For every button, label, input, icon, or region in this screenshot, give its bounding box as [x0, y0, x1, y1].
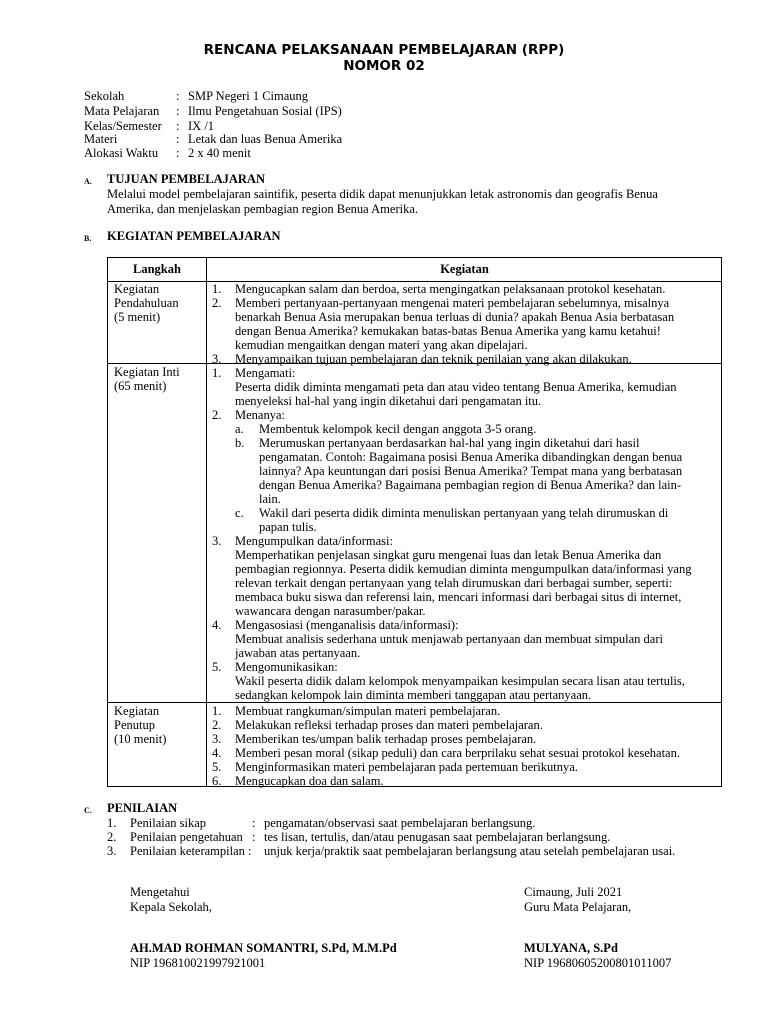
list-number: 5. — [212, 660, 222, 674]
list-number: 3. — [212, 352, 222, 366]
activity-line: pengamatan. Contoh: Bagaimana posisi Benua Amerika dibandingkan dengan benua — [259, 450, 683, 464]
activity-line: Membuat analisis sederhana untuk menjawab pertanyaan dan membuat simpulan dari — [235, 632, 663, 646]
list-number: 2. — [212, 718, 222, 732]
identity-separator: : — [176, 89, 180, 103]
activity-line: Membuat rangkuman/simpulan materi pembelajaran. — [235, 704, 501, 718]
identity-separator: : — [176, 104, 180, 118]
section-b-title: KEGIATAN PEMBELAJARAN — [107, 229, 281, 243]
activity-line: Memberikan tes/umpan balik terhadap proses pembelajaran. — [235, 732, 537, 746]
assessment-value: unjuk kerja/praktik saat pembelajaran berlangsung atau setelah pembelajaran usai. — [264, 844, 676, 858]
section-a-title: TUJUAN PEMBELAJARAN — [107, 172, 265, 186]
activity-line: pembagian regionnya. Peserta didik kemudian diminta mengumpulkan data/informasi yang — [235, 562, 692, 576]
table-row-divider — [108, 702, 721, 703]
activity-line: sedangkan kelompok lain diminta memberi tanggapan atau pertanyaan. — [235, 688, 592, 702]
objective-line: Amerika, dan menjelaskan pembagian region Benua Amerika. — [107, 202, 419, 216]
table-header-activity: Kegiatan — [440, 262, 489, 276]
activity-line: wawancara dengan narasumber/pakar. — [235, 604, 426, 618]
activity-line: dengan Benua Amerika? kemukakan batas-batas Benua Amerika yang kamu ketahui! — [235, 324, 661, 338]
list-number: 1. — [212, 282, 222, 296]
section-c-title: PENILAIAN — [107, 801, 178, 815]
activity-line: membaca buku siswa dan referensi lain, mencari informasi dari berbagai situs di internet, — [235, 590, 682, 604]
assessment-value: pengamatan/observasi saat pembelajaran berlangsung. — [264, 816, 536, 830]
activity-line: menyeleksi hal-hal yang ingin diketahui dari pengamatan itu. — [235, 394, 542, 408]
activity-line: Menanya: — [235, 408, 285, 422]
list-number: 4. — [212, 618, 222, 632]
activity-line: Melakukan refleksi terhadap proses dan materi pembelajaran. — [235, 718, 543, 732]
assessment-separator: : — [252, 830, 256, 844]
activity-line: Menyampaikan tujuan pembelajaran dan teknik penilaian yang akan dilakukan. — [235, 352, 632, 366]
identity-label: Materi — [84, 132, 118, 146]
activity-line: Mengasosiasi (menganalisis data/informasi): — [235, 618, 459, 632]
identity-label: Alokasi Waktu — [84, 146, 159, 160]
objective-paragraph — [107, 187, 707, 217]
assessment-separator: : — [252, 816, 256, 830]
section-a-letter: A. — [84, 177, 92, 186]
signature-left-line2: Kepala Sekolah, — [130, 900, 212, 914]
list-number: 1. — [212, 704, 222, 718]
identity-separator: : — [176, 119, 180, 133]
list-number: 3. — [212, 534, 222, 548]
activity-line: Mengucapkan salam dan berdoa, serta mengingatkan pelaksanaan protokol kesehatan. — [235, 282, 666, 296]
list-number: 5. — [212, 760, 222, 774]
activity-line: jawaban atas pertanyaan. — [235, 646, 361, 660]
activity-line: lainnya? Apa keuntungan dari posisi Benua Amerika? Tempat mana yang berbatasan — [259, 464, 683, 478]
activity-line: Menginformasikan materi pembelajaran pada pertemuan berikutnya. — [235, 760, 578, 774]
assessment-number: 2. — [107, 830, 117, 844]
section-c-letter: C. — [84, 806, 92, 815]
phase-intro: Kegiatan Pendahuluan (5 menit) — [114, 282, 179, 324]
activity-line: Mengumpulkan data/informasi: — [235, 534, 393, 548]
activity-line: papan tulis. — [259, 520, 317, 534]
document-subtitle: NOMOR 02 — [343, 58, 425, 74]
activity-line: Mengucapkan doa dan salam. — [235, 774, 384, 788]
list-number: 2. — [212, 296, 222, 310]
identity-separator: : — [176, 146, 180, 160]
activity-line: Wakil peserta didik dalam kelompok menyampaikan kesimpulan secara lisan atau tertulis, — [235, 674, 685, 688]
identity-value: Ilmu Pengetahuan Sosial (IPS) — [188, 104, 342, 118]
table-header-step: Langkah — [133, 262, 181, 276]
list-number: 2. — [212, 408, 222, 422]
assessment-label: Penilaian keterampilan : — [130, 844, 252, 858]
activity-line: Memberi pesan moral (sikap peduli) dan cara berprilaku sehat sesuai protokol kesehatan. — [235, 746, 680, 760]
assessment-number: 1. — [107, 816, 117, 830]
activity-line: Memberi pertanyaan-pertanyaan mengenai materi pembelajaran sebelumnya, misalnya — [235, 296, 670, 310]
list-number: 3. — [212, 732, 222, 746]
signature-left-line1: Mengetahui — [130, 885, 190, 899]
activity-line: Mengomunikasikan: — [235, 660, 338, 674]
activity-line: Peserta didik diminta mengamati peta dan atau video tentang Benua Amerika, kemudian — [235, 380, 677, 394]
assessment-label: Penilaian sikap — [130, 816, 207, 830]
activity-line: Memperhatikan penjelasan singkat guru mengenai luas dan letak Benua Amerika dan — [235, 548, 662, 562]
section-b-letter: B. — [84, 234, 92, 243]
list-number: 6. — [212, 774, 222, 788]
activity-line: relevan terkait dengan pertanyaan yang telah dirumuskan dari berbagai sumber, seperti: — [235, 576, 673, 590]
sub-letter: c. — [235, 506, 244, 520]
signature-right-line2: Guru Mata Pelajaran, — [524, 900, 632, 914]
activity-line: Wakil dari peserta didik diminta menuliskan pertanyaan yang telah dirumuskan di — [259, 506, 669, 520]
signature-right-line1: Cimaung, Juli 2021 — [524, 885, 623, 899]
assessment-label: Penilaian pengetahuan — [130, 830, 243, 844]
activity-line: Membentuk kelompok kecil dengan anggota 3-5 orang. — [259, 422, 537, 436]
signature-left-name: AH.MAD ROHMAN SOMANTRI, S.Pd, M.M.Pd — [130, 941, 397, 955]
list-number: 4. — [212, 746, 222, 760]
identity-value: IX /1 — [188, 119, 215, 133]
sub-letter: b. — [235, 436, 245, 450]
activity-line: kemudian mengaitkan dengan materi yang akan dipelajari. — [235, 338, 528, 352]
identity-value: 2 x 40 menit — [188, 146, 251, 160]
table-column-divider — [206, 258, 207, 786]
assessment-number: 3. — [107, 844, 117, 858]
activities-table — [107, 257, 722, 787]
sub-letter: a. — [235, 422, 244, 436]
identity-label: Sekolah — [84, 89, 125, 103]
activity-line: dengan Benua Amerika? Bagaimana pembagian region di Benua Amerika? dan lain- — [259, 478, 682, 492]
activity-line: Merumuskan pertanyaan berdasarkan hal-hal yang ingin diketahui dari hasil — [259, 436, 640, 450]
phase-core: Kegiatan Inti (65 menit) — [114, 365, 180, 393]
assessment-value: tes lisan, tertulis, dan/atau penugasan saat pembelajaran berlangsung. — [264, 830, 611, 844]
identity-value: SMP Negeri 1 Cimaung — [188, 89, 309, 103]
activity-line: Mengamati: — [235, 366, 296, 380]
activity-line: benarkah Benua Asia merupakan benua terluas di dunia? apakah Benua Asia berbatasan — [235, 310, 675, 324]
signature-right-nip: NIP 19680605200801011007 — [524, 956, 672, 970]
identity-label: Kelas/Semester — [84, 119, 162, 133]
signature-right-name: MULYANA, S.Pd — [524, 941, 618, 955]
identity-separator: : — [176, 132, 180, 146]
identity-label: Mata Pelajaran — [84, 104, 160, 118]
signature-left-nip: NIP 196810021997921001 — [130, 956, 266, 970]
list-number: 1. — [212, 366, 222, 380]
identity-value: Letak dan luas Benua Amerika — [188, 132, 343, 146]
document-title: RENCANA PELAKSANAAN PEMBELAJARAN (RPP) — [203, 42, 565, 58]
activity-line: lain. — [259, 492, 281, 506]
phase-closing: Kegiatan Penutup (10 menit) — [114, 704, 167, 746]
objective-line: Melalui model pembelajaran saintifik, peserta didik dapat menunjukkan letak astronomis dan geografis Benua — [107, 187, 658, 201]
